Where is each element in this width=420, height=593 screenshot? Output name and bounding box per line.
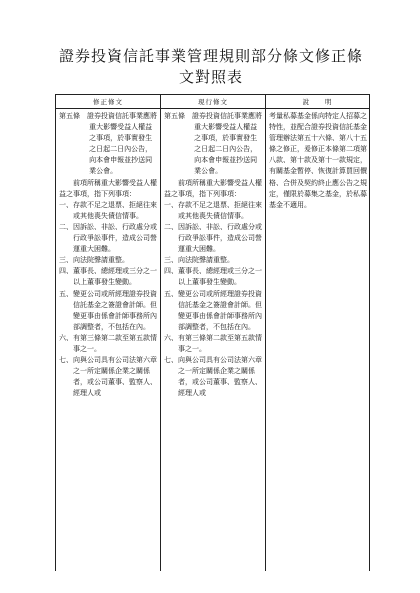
current-item: 五、變更公司或所經理證券投資信託基金之簽證會計師。但變更事由係會計師事務所內部調整者，不包括在內。	[164, 289, 262, 331]
table-row	[56, 109, 370, 572]
explanation-text: 考量私募基金係向特定人招募之特性，並配合證券投資信託基金管理辦法第五十六條、第八十五條之修正，爰修正本條第二項第八款、第十款及第十一款規定，有關基金暫停、恢復計算買回價格、合併及契約終止應公告之規定，僅限於募集之基金，於私募基金不適用。	[269, 112, 367, 209]
comparison-table	[55, 94, 370, 571]
current-item: 三、向法院聲請重整。	[164, 256, 234, 265]
amended-item: 六、有第三條第二款至第五款情事之一。	[59, 333, 157, 353]
amended-item: 七、向與公司具有公司法第六章之一所定關係企業之關係者，或公司董事、監察人、經理人或	[59, 356, 157, 398]
current-item: 二、因訴訟、非訟、行政處分或行政爭訟事件，造成公司營運重大困難。	[164, 222, 262, 254]
column-header-explanation: 說 明	[266, 95, 370, 109]
amended-item: 二、因訴訟、非訟、行政處分或行政爭訟事件，造成公司營運重大困難。	[59, 222, 157, 254]
current-item: 七、向與公司具有公司法第六章之一所定關係企業之關係者，或公司董事、監察人、經理人或	[164, 356, 262, 398]
table-header-row	[56, 95, 370, 109]
document-title: 證券投資信託事業管理規則部分條文修正條文對照表	[58, 47, 363, 86]
current-item: 四、董事長、總經理或三分之一以上董事發生變動。	[164, 267, 262, 287]
amended-intro: 前項所稱重大影響受益人權益之事項，指下列事項：	[59, 178, 157, 198]
current-article-head: 第五條 證券投資信託事業應將重大影響受益人權益之事項，於事實發生之日起二日內公告，向本會申報並抄送同業公會。	[164, 112, 262, 176]
amended-item: 三、向法院聲請重整。	[59, 256, 129, 265]
current-intro: 前項所稱重大影響受益人權益之事項，指下列事項：	[164, 178, 262, 198]
amended-text-cell	[56, 109, 161, 572]
current-item: 六、有第三條第二款至第五款情事之一。	[164, 333, 262, 353]
amended-article-head: 第五條 證券投資信託事業應將重大影響受益人權益之事項，於事實發生之日起二日內公告，向本會申報並抄送同業公會。	[59, 112, 157, 176]
amended-item: 四、董事長、總經理或三分之一以上董事發生變動。	[59, 267, 157, 287]
column-header-current: 現行條文	[161, 95, 266, 109]
current-text-cell	[161, 109, 266, 572]
explanation-cell	[266, 109, 370, 572]
current-item: 一、存款不足之退票、拒絕往來或其他喪失債信情事。	[164, 200, 262, 220]
column-header-amended: 修正條文	[56, 95, 161, 109]
amended-item: 一、存款不足之退票、拒絕往來或其他喪失債信情事。	[59, 200, 157, 220]
amended-item: 五、變更公司或所經理證券投資信託基金之簽證會計師。但變更事由係會計師事務所內部調整者，不包括在內。	[59, 289, 157, 331]
